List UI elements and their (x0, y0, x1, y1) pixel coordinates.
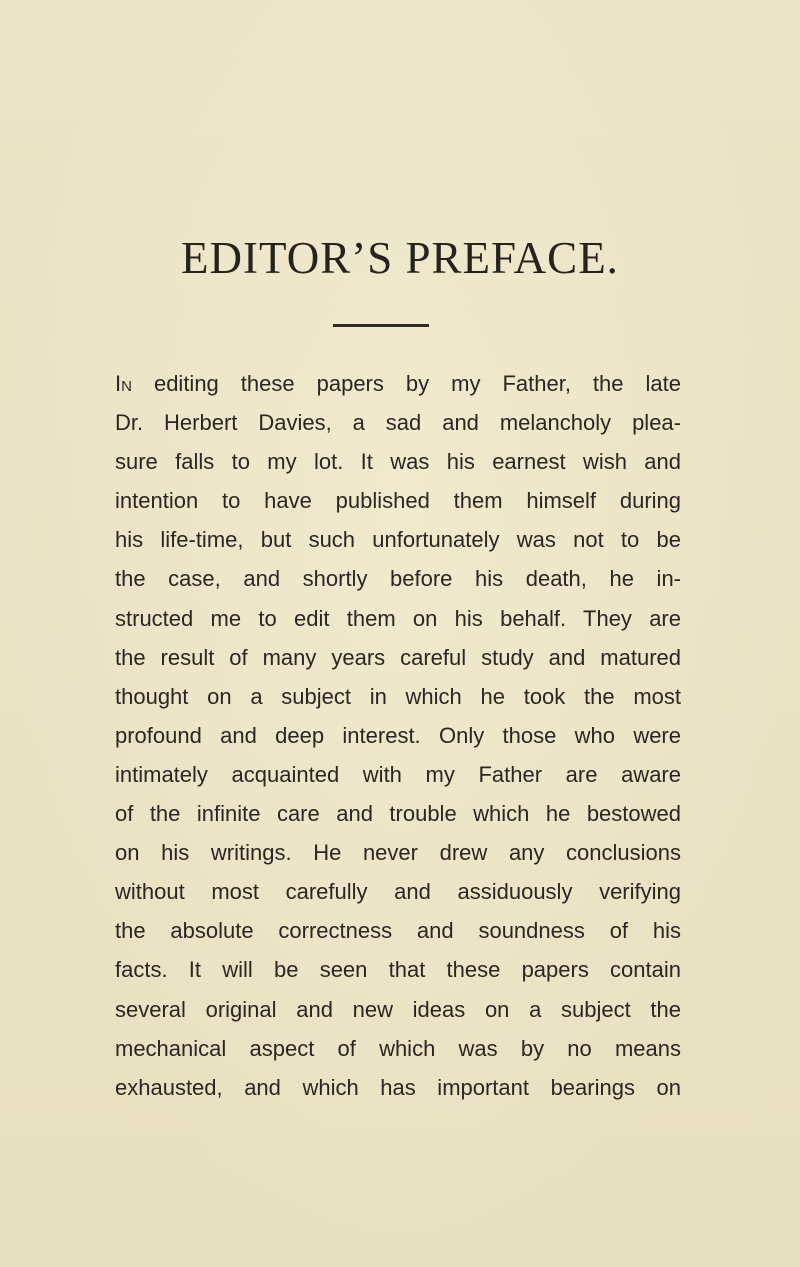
text-line: without most carefully and assiduously verifying (115, 879, 681, 905)
text-line-rest: editing these papers by my Father, the late (131, 371, 681, 396)
lead-word: In (115, 371, 132, 396)
text-line: mechanical aspect of which was by no means (115, 1035, 681, 1061)
text-line: profound and deep interest. Only those who were (115, 722, 681, 748)
page-title: EDITOR’S PREFACE. (181, 233, 619, 283)
text-line: intention to have published them himself during (115, 488, 681, 514)
text-line: exhausted, and which has important bearings on (115, 1074, 681, 1100)
text-line: the result of many years careful study and matured (115, 644, 681, 670)
text-line (115, 364, 681, 403)
text-line: several original and new ideas on a subject the (115, 996, 681, 1022)
text-line: intimately acquainted with my Father are aware (115, 761, 681, 787)
text-line: thought on a subject in which he took the most (115, 683, 681, 709)
text-line: the case, and shortly before his death, he in- (115, 566, 681, 592)
text-line: the absolute correctness and soundness of his (115, 918, 681, 944)
text-line: sure falls to my lot. It was his earnest wish and (115, 449, 681, 475)
text-line: on his writings. He never drew any conclusions (115, 840, 681, 866)
text-line: his life-time, but such unfortunately was not to be (115, 527, 681, 553)
text-line: Dr. Herbert Davies, a sad and melancholy plea- (115, 410, 681, 436)
title-rule (333, 324, 429, 327)
preface-paragraph (115, 364, 681, 1107)
text-line: structed me to edit them on his behalf. They are (115, 605, 681, 631)
text-line: facts. It will be seen that these papers contain (115, 957, 681, 983)
text-line: of the infinite care and trouble which he bestowed (115, 801, 681, 827)
